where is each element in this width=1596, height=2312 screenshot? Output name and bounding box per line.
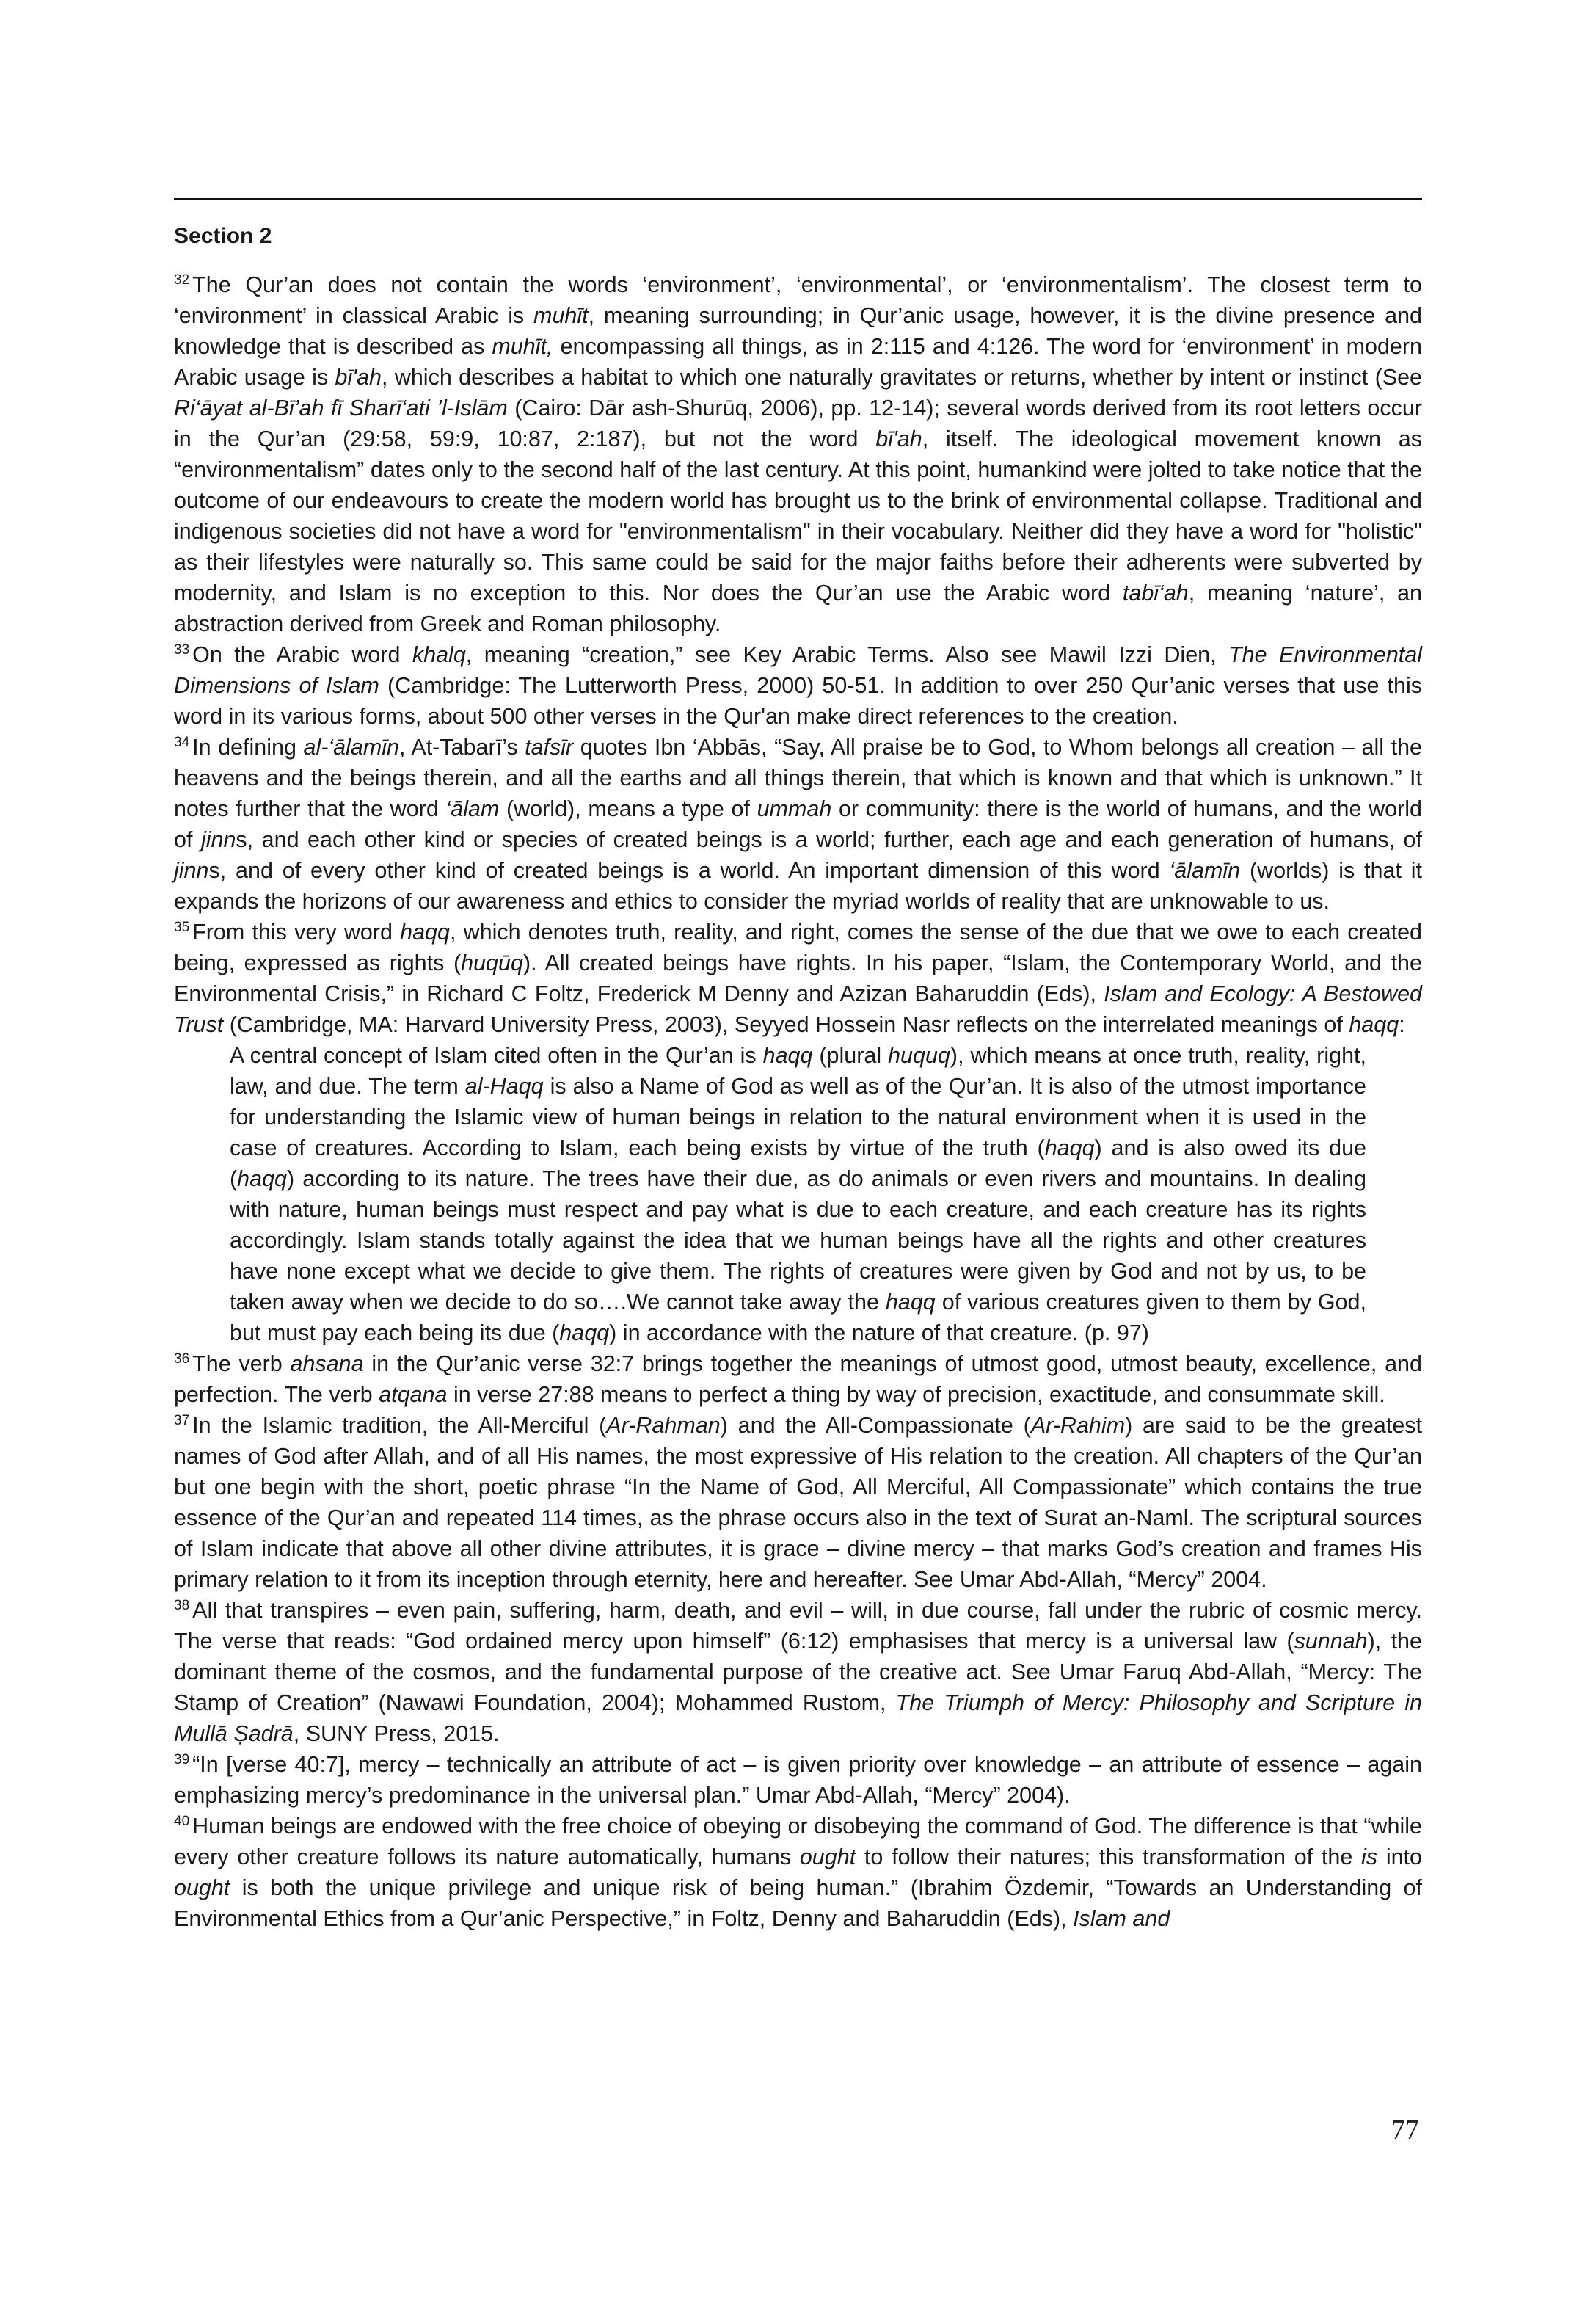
footnote-number: 33 — [174, 641, 190, 658]
italic-term: is — [1361, 1844, 1378, 1869]
footnotes-list — [174, 269, 1422, 1934]
italic-term: haqq — [762, 1043, 813, 1068]
italic-term: tabī‘ah — [1122, 581, 1189, 606]
italic-term: ‘ālamīn — [1169, 858, 1241, 883]
italic-term: jinn — [200, 827, 236, 852]
footnote-32: $^{32}$ The Qur’an does not contain the words ‘environment’, ‘environmental’, or ‘environmentalism’. The closest term to ‘environment’ in classical Arabic is muhīt, meaning surrounding; in Qur’anic usage, however, it is the divine presence and knowledge that is described as muhīt, encompassing all things, as in 2:115 and 4:126. The word for ‘environment’ in modern Arabic usage is bī'ah, which describes a habitat to which one naturally gravitates or returns, whether by intent or instinct (See Ri‘āyat al-Bī’ah fī Sharī‘ati ’l-Islām (Cairo: Dār ash-Shurūq, 2006), pp. 12-14); several words derived from its root letters occur in the Qur’an (29:58, 59:9, 10:87, 2:187), but not the word bī'ah, itself. The ideological movement known as “environmentalism” dates only to the second half of the last century. At this point, humankind were jolted to take notice that the outcome of our endeavours to create the modern world has brought us to the brink of environmental collapse. Traditional and indigenous societies did not have a word for "environmentalism" in their vocabulary. Neither did they have a word for "holistic" as their lifestyles were naturally so. This same could be said for the major faiths before their adherents were subverted by modernity, and Islam is no exception to this. Nor does the Qur’an use the Arabic word tabī‘ah, meaning ‘nature’, an abstraction derived from Greek and Roman philosophy. — [174, 272, 1423, 636]
italic-term: haqq — [237, 1166, 288, 1191]
block-quote: A central concept of Islam cited often in the Qur’an is haqq (plural huquq), which means at once truth, reality, right, law, and due. The term al-Haqq is also a Name of God as well as of the Qur’an. It is also of the utmost importance for understanding the Islamic view of human beings in relation to the natural environment when it is used in the case of creatures. According to Islam, each being exists by virtue of the truth (haqq) and is also owed its due (haqq) according to its nature. The trees have their due, as do animals or even rivers and mountains. In dealing with nature, human beings must respect and pay what is due to each creature, and each creature has its rights accordingly. Islam stands totally against the idea that we human beings have all the rights and other creatures have none except what we decide to give them. The rights of creatures were given by God and not by us, to be taken away when we decide to do so….We cannot take away the haqq of various creatures given to them by God, but must pay each being its due (haqq) in accordance with the nature of that creature. (p. 97) — [230, 1043, 1366, 1345]
footnote-39: $^{39}$ “In [verse 40:7], mercy – technically an attribute of act – is given priority over knowledge – an attribute of essence – again emphasizing mercy’s predominance in the universal plan.” Umar Abd-Allah, “Mercy” 2004). — [174, 1751, 1422, 1808]
footnote-37: $^{37}$ In the Islamic tradition, the All-Merciful (Ar-Rahman) and the All-Compassionate (Ar-Rahim) are said to be the greatest names of God after Allah, and of all His names, the most expressive of His relation to the creation. All chapters of the Qur’an but one begin with the short, poetic phrase “In the Name of God, All Merciful, All Compassionate” which contains the true essence of the Qur’an and repeated 114 times, as the phrase occurs also in the text of Surat an-Naml. The scriptural sources of Islam indicate that above all other divine attributes, it is grace – divine mercy – that marks God’s creation and frames His primary relation to it from its inception through eternity, here and hereafter. See Umar Abd-Allah, “Mercy” 2004. — [174, 1412, 1423, 1592]
footnote-number: 40 — [174, 1813, 190, 1829]
italic-term: muhīt, — [492, 334, 553, 359]
italic-term: al-‘ālamīn — [303, 735, 400, 760]
italic-term: khalq — [412, 642, 466, 667]
italic-term: huqūq — [461, 950, 523, 975]
page-number: 77 — [1391, 2115, 1419, 2145]
italic-term: The Triumph of Mercy: Philosophy and Scripture in Mullā Ṣadrā — [174, 1690, 1422, 1746]
italic-term: sunnah — [1294, 1629, 1368, 1654]
italic-term: ought — [174, 1875, 230, 1900]
italic-term: tafsīr — [525, 735, 574, 760]
italic-term: muhīt — [533, 303, 589, 328]
italic-term: ummah — [757, 796, 832, 821]
header-rule — [174, 198, 1422, 200]
italic-term: al-Haqq — [464, 1074, 544, 1099]
italic-term: jinn — [174, 858, 209, 883]
italic-term: The Environmental Dimensions of Islam — [174, 642, 1423, 698]
footnote-number: 39 — [174, 1751, 190, 1767]
italic-term: Ar-Rahim — [1030, 1413, 1126, 1438]
footnote-35: $^{35}$ From this very word haqq, which denotes truth, reality, and right, comes the sense of the due that we owe to each created being, expressed as rights (huqūq). All created beings have rights. In his paper, “Islam, the Contemporary World, and the Environmental Crisis,” in Richard C Foltz, Frederick M Denny and Azizan Baharuddin (Eds), Islam and Ecology: A Bestowed Trust (Cambridge, MA: Harvard University Press, 2003), Seyyed Hossein Nasr reflects on the interrelated meanings of haqq: — [174, 919, 1423, 1037]
italic-term: Ar-Rahman — [606, 1413, 721, 1438]
footnote-38: $^{38}$ All that transpires – even pain, suffering, harm, death, and evil – will, in due course, fall under the rubric of cosmic mercy. The verse that reads: “God ordained mercy upon himself” (6:12) emphasises that mercy is a universal law (sunnah), the dominant theme of the cosmos, and the fundamental purpose of the creative act. See Umar Faruq Abd-Allah, “Mercy: The Stamp of Creation” (Nawawi Foundation, 2004); Mohammed Rustom, The Triumph of Mercy: Philosophy and Scripture in Mullā Ṣadrā, SUNY Press, 2015. — [174, 1597, 1422, 1746]
italic-term: ‘ālam — [445, 796, 500, 821]
italic-term: Islam and Ecology: A Bestowed Trust — [174, 981, 1422, 1037]
footnote-number: 37 — [174, 1412, 190, 1428]
footnote-36: $^{36}$ The verb ahsana in the Qur’anic verse 32:7 brings together the meanings of utmost good, utmost beauty, excellence, and perfection. The verb atqana in verse 27:88 means to perfect a thing by way of precision, exactitude, and consummate skill. — [174, 1351, 1422, 1407]
italic-term: haqq — [559, 1320, 610, 1345]
italic-term: ahsana — [290, 1351, 364, 1376]
footnote-number: 36 — [174, 1351, 190, 1367]
footnote-34: $^{34}$ In defining al-‘ālamīn, At-Tabarī’s tafsīr quotes Ibn ‘Abbās, “Say, All praise be to God, to Whom belongs all creation – all the heavens and the beings therein, and all the earths and all things therein, that which is known and that which is unknown.” It notes further that the word ‘ālam (world), means a type of ummah or community: there is the world of humans, and the world of jinns, and each other kind or species of created beings is a world; further, each age and each generation of humans, of jinns, and of every other kind of created beings is a world. An important dimension of this word ‘ālamīn (worlds) is that it expands the horizons of our awareness and ethics to consider the myriad worlds of reality that are unknowable to us. — [174, 734, 1423, 914]
footnote-number: 32 — [174, 272, 190, 288]
section-title: Section 2 — [174, 224, 272, 248]
italic-term: bī'ah — [875, 426, 922, 451]
italic-term: huquq — [888, 1043, 950, 1068]
italic-term: atqana — [379, 1382, 448, 1407]
footnote-number: 34 — [174, 734, 190, 750]
footnote-40: $^{40}$ Human beings are endowed with the free choice of obeying or disobeying the command of God. The difference is that “while every other creature follows its nature automatically, humans ought to follow their natures; this transformation of the is into ought is both the unique privilege and unique risk of being human.” (Ibrahim Özdemir, “Towards an Understanding of Environmental Ethics from a Qur’anic Perspective,” in Foltz, Denny and Baharuddin (Eds), Islam and — [174, 1813, 1422, 1931]
document-page — [174, 198, 1422, 1934]
footnote-33: $^{33}$ On the Arabic word khalq, meaning “creation,” see Key Arabic Terms. Also see Mawil Izzi Dien, The Environmental Dimensions of Islam (Cambridge: The Lutterworth Press, 2000) 50-51. In addition to over 250 Qur’anic verses that use this word in its various forms, about 500 other verses in the Qur'an make direct references to the creation. — [174, 641, 1423, 729]
footnote-number: 35 — [174, 919, 190, 935]
footnote-number: 38 — [174, 1597, 190, 1613]
italic-term: bī'ah — [335, 365, 382, 390]
italic-term: haqq — [400, 920, 450, 945]
italic-term: haqq — [1044, 1135, 1095, 1160]
italic-term: Islam and — [1073, 1906, 1170, 1931]
italic-term: Ri‘āyat al-Bī’ah fī Sharī‘ati ’l-Islām — [174, 396, 508, 421]
italic-term: haqq — [885, 1290, 936, 1315]
italic-term: ought — [799, 1844, 856, 1869]
italic-term: haqq — [1349, 1012, 1399, 1037]
